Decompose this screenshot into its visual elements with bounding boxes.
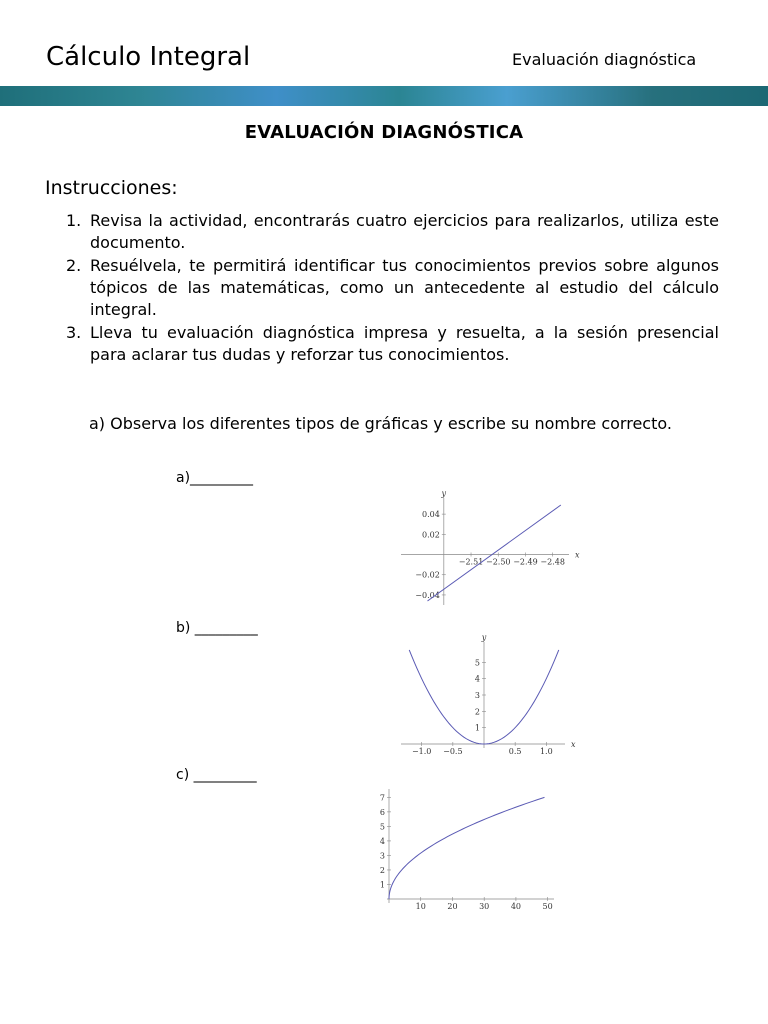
y-tick-label: 3	[379, 851, 385, 861]
y-tick-label: 2	[474, 707, 480, 717]
x-tick-label: −2.49	[513, 557, 538, 567]
instruction-number: 1.	[66, 211, 82, 230]
instructions-heading: Instrucciones:	[45, 177, 178, 199]
instruction-item	[45, 255, 719, 321]
graph-a-linear	[398, 489, 580, 607]
x-tick-label: 40	[510, 902, 522, 911]
x-axis-label: x	[571, 740, 576, 749]
y-axis-label: y	[441, 489, 447, 498]
x-tick-label: −1.0	[411, 747, 432, 756]
instruction-text: Lleva tu evaluación diagnóstica impresa y resuelta, a la sesión presencial para aclarar tus dudas y reforzar tus conocimientos.	[90, 323, 719, 364]
x-tick-label: −0.5	[443, 747, 463, 756]
x-tick-label: 0.5	[508, 747, 522, 756]
answer-blank-b[interactable]: b) _________	[176, 620, 258, 636]
x-axis-label: x	[575, 550, 580, 560]
y-tick-label: 1	[379, 880, 385, 890]
graph-c-sqrt	[378, 786, 562, 910]
x-tick-label: 1.0	[539, 747, 553, 756]
y-tick-label: 5	[474, 658, 480, 668]
x-tick-label: −2.51	[458, 557, 484, 567]
instruction-item	[45, 322, 719, 366]
series-line	[427, 505, 560, 601]
y-tick-label: 3	[474, 691, 480, 700]
instructions-list	[45, 210, 719, 367]
x-tick-label: 20	[447, 902, 458, 911]
y-tick-label: 2	[379, 865, 385, 875]
y-tick-label: 0.02	[422, 530, 440, 540]
header-band	[0, 86, 768, 106]
x-tick-label: −2.50	[485, 557, 511, 567]
x-tick-label: 10	[415, 902, 426, 911]
y-tick-label: −0.02	[415, 570, 440, 580]
y-tick-label: −0.04	[415, 590, 440, 600]
x-tick-label: 30	[479, 902, 490, 911]
y-tick-label: 0.04	[422, 510, 440, 520]
instruction-item	[45, 210, 719, 254]
instruction-text: Revisa la actividad, encontrarás cuatro ejercicios para realizarlos, utiliza este documento.	[90, 211, 719, 252]
question-text: a) Observa los diferentes tipos de gráficas y escribe su nombre correcto.	[89, 414, 672, 433]
instruction-number: 3.	[66, 323, 82, 342]
y-tick-label: 6	[379, 807, 385, 817]
y-axis-label: y	[481, 633, 487, 642]
y-tick-label: 1	[474, 723, 480, 733]
y-tick-label: 5	[379, 822, 385, 832]
document-title: EVALUACIÓN DIAGNÓSTICA	[244, 122, 524, 143]
answer-blank-c[interactable]: c) _________	[176, 767, 257, 783]
answer-blank-a[interactable]: a)_________	[176, 470, 254, 486]
series-line	[389, 797, 544, 899]
header-section-label: Evaluación diagnóstica	[512, 50, 697, 69]
x-tick-label: 50	[542, 902, 553, 911]
x-tick-label: −2.48	[540, 557, 565, 567]
header-title: Cálculo Integral	[46, 42, 251, 72]
y-tick-label: 7	[379, 793, 385, 803]
graph-b-parabola	[398, 630, 580, 760]
y-tick-label: 4	[474, 674, 480, 684]
instruction-number: 2.	[66, 256, 82, 275]
instruction-text: Resuélvela, te permitirá identificar tus conocimientos previos sobre algunos tópicos de las matemáticas, como un antecedente al estudio del cálculo integral.	[90, 256, 719, 319]
y-tick-label: 4	[379, 836, 385, 846]
